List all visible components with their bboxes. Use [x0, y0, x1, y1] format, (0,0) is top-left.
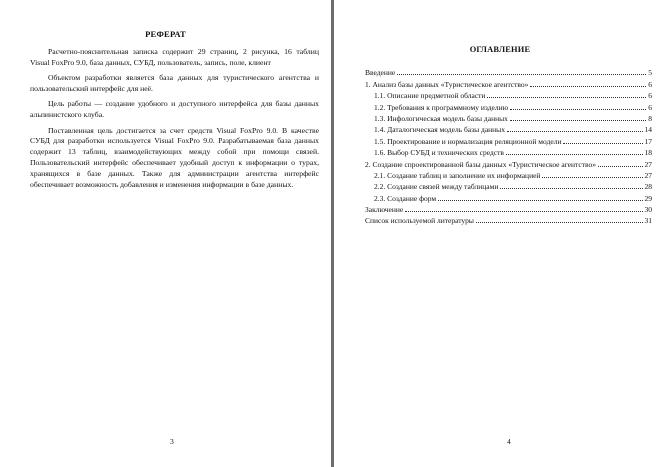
toc-leader-dots	[530, 86, 646, 87]
toc-entry-page: 8	[648, 113, 652, 123]
page-number-left: 3	[170, 437, 174, 446]
toc-entry-title: 1.1. Описание предметной области	[374, 91, 486, 101]
toc-entry[interactable]	[365, 146, 652, 157]
abstract-paragraph: Расчетно-пояснительная записка содержит 29 страниц, 2 рисунка, 16 таблиц Visual FoxPro 9.0, база данных, СУБД, пользователь, запись, поле, клиент	[30, 47, 319, 67]
toc-leader-dots	[397, 74, 646, 75]
toc-entry[interactable]	[365, 123, 652, 134]
toc-entry-title: 2.2. Создание связей между таблицами	[374, 182, 499, 192]
toc-entry[interactable]	[365, 180, 652, 191]
abstract-body	[30, 47, 319, 195]
toc-entry-page: 28	[644, 182, 652, 192]
toc-leader-dots	[500, 188, 642, 189]
toc-leader-dots	[542, 177, 642, 178]
toc-entry[interactable]	[365, 157, 652, 168]
toc-entry[interactable]	[365, 134, 652, 145]
toc-entry-page: 14	[644, 125, 652, 135]
abstract-paragraph: Объектом разработки является база данных для туристического агентства и пользовательский интерфейс для неё.	[30, 73, 319, 93]
toc-entry-page: 18	[644, 148, 652, 158]
toc-entry[interactable]	[365, 191, 652, 202]
toc-leader-dots	[438, 200, 642, 201]
toc-leader-dots	[405, 211, 642, 212]
toc-leader-dots	[507, 131, 643, 132]
toc-entry-title: 1.5. Проектирование и нормализация реляционной модели	[374, 136, 562, 146]
toc-entry-page: 6	[648, 91, 652, 101]
toc-entry-page: 30	[644, 205, 652, 215]
toc-entry-page: 17	[644, 136, 652, 146]
toc-entry[interactable]	[365, 214, 652, 225]
toc-entry-title: 2.3. Создание форм	[374, 193, 437, 203]
toc-entry-page: 27	[644, 170, 652, 180]
toc-heading: ОГЛАВЛЕНИЕ	[469, 45, 531, 54]
toc-entry-page: 6	[648, 102, 652, 112]
toc-leader-dots	[510, 109, 646, 110]
toc-entry[interactable]	[365, 169, 652, 180]
toc-leader-dots	[506, 154, 643, 155]
abstract-paragraph: Цель работы — создание удобного и доступного интерфейса для базы данных альпинистского клуба.	[30, 99, 319, 120]
toc-entry-title: Заключение	[365, 205, 404, 215]
toc-entry-page: 27	[644, 159, 652, 169]
toc-entry[interactable]	[365, 112, 652, 123]
toc-entry[interactable]	[365, 100, 652, 111]
toc-entry[interactable]	[365, 77, 652, 88]
toc-entry-title: 1. Анализ базы данных «Туристическое агентство»	[365, 79, 529, 89]
abstract-paragraph: Поставленная цель достигается за счет средств Visual FoxPro 9.0. В качестве СУБД для разработки используется Visual FoxPro 9.0. Разрабатываемая база данных содержит 13 таблиц, взаимодействующих между собой при помощи связей. Пользовательский интерфейс обеспечивает удобный доступ к информации о турах, хранящихся в базе данных. Также для администрации агентства интерфейс обеспечивает возможность добавления и изменения информации в базе данных.	[30, 125, 319, 189]
toc-entry-page: 29	[644, 193, 652, 203]
toc-entry[interactable]	[365, 203, 652, 214]
toc-entry-page: 5	[648, 68, 652, 78]
toc-entry[interactable]	[365, 89, 652, 100]
toc-entry-title: 1.3. Инфологическая модель базы данных	[374, 113, 508, 123]
toc-entry-title: 2.1. Создание таблиц и заполнение их информацией	[374, 170, 541, 180]
toc-entry-title: Введение	[365, 68, 396, 78]
toc-entry-title: Список используемой литературы	[365, 216, 474, 226]
toc-leader-dots	[510, 120, 646, 121]
toc-leader-dots	[487, 97, 646, 98]
toc-entry-title: 1.4. Даталогическая модель базы данных	[374, 125, 505, 135]
toc-entry-title: 2. Создание спроектированной базы данных «Туристическое агентство»	[365, 159, 596, 169]
toc-leader-dots	[476, 222, 643, 223]
page-number-right: 4	[507, 437, 511, 446]
toc-entry[interactable]	[365, 66, 652, 77]
toc-entry-page: 31	[644, 216, 652, 226]
table-of-contents	[365, 66, 652, 225]
toc-entry-title: 1.6. Выбор СУБД и технических средств	[374, 148, 504, 158]
toc-entry-page: 6	[648, 79, 652, 89]
toc-leader-dots	[563, 143, 642, 144]
abstract-heading: РЕФЕРАТ	[145, 29, 186, 39]
toc-leader-dots	[598, 166, 643, 167]
toc-entry-title: 1.2. Требования к программному изделию	[374, 102, 509, 112]
